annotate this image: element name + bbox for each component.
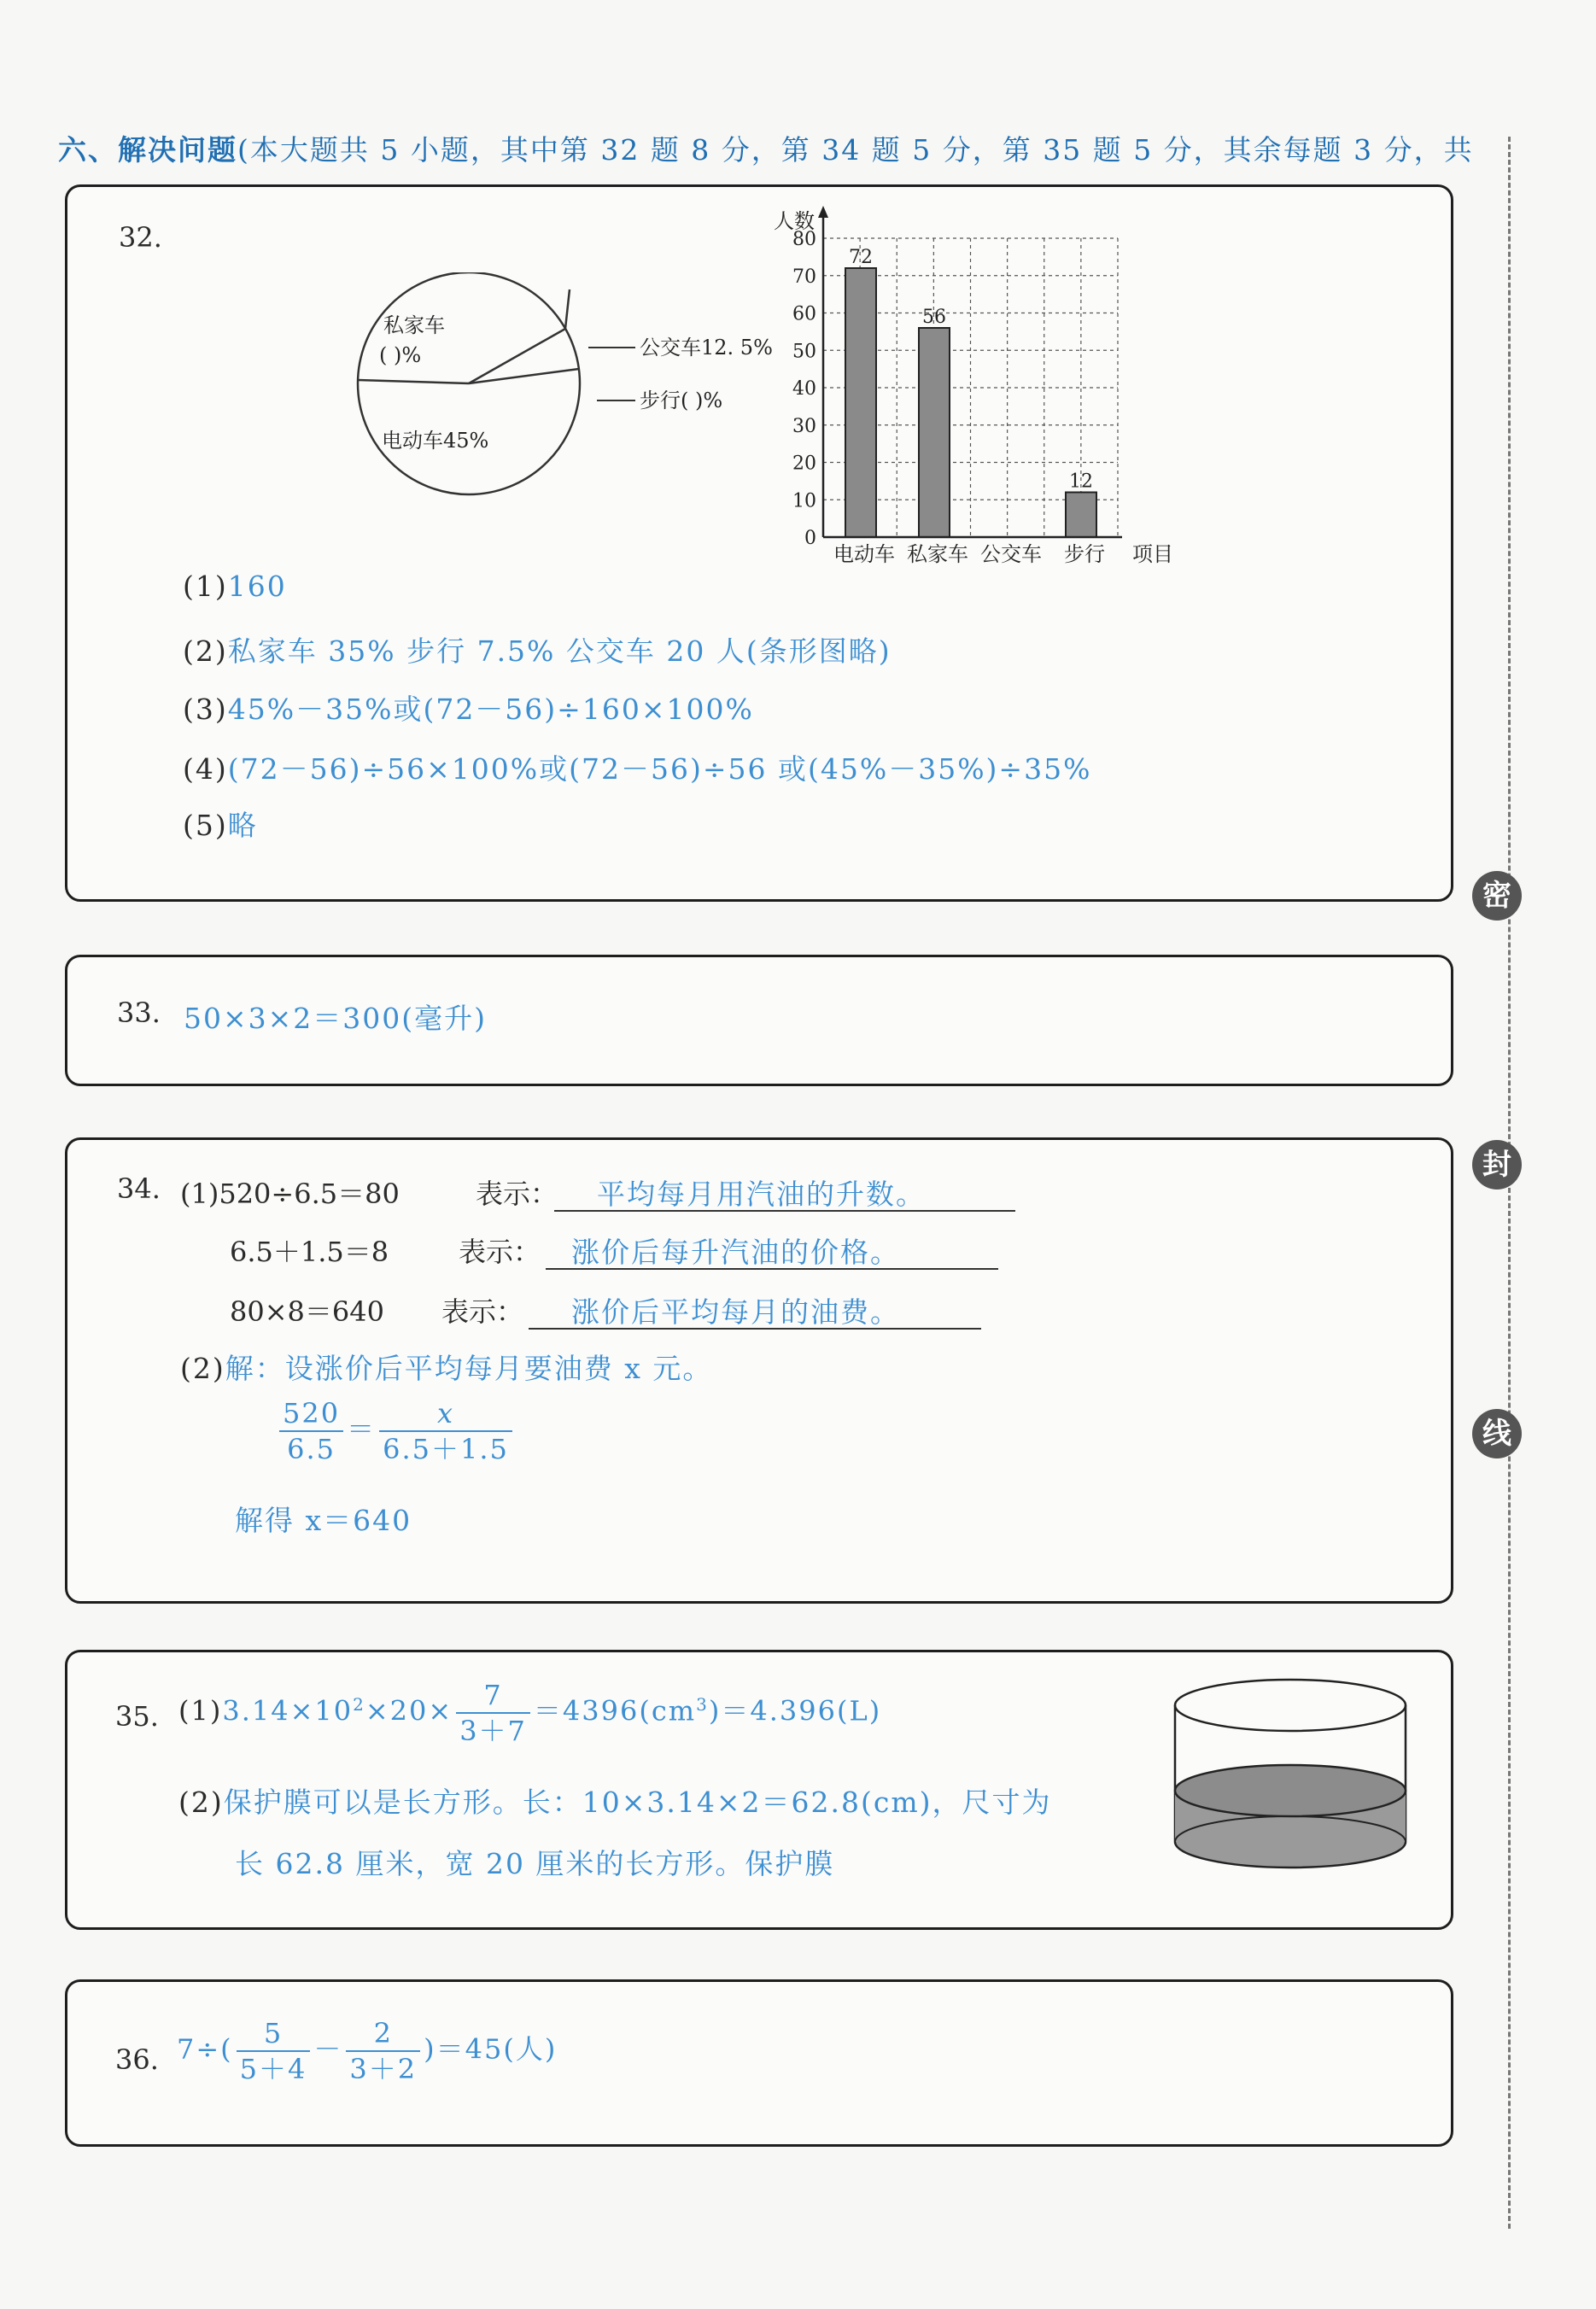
bar-data-label: 72 — [849, 247, 873, 268]
pie-label-bus: 公交车12. 5% — [640, 336, 773, 360]
answer-text: 私家车 35% 步行 7.5% 公交车 20 人(条形图略) — [227, 634, 892, 668]
expr-part: 3.14×10 — [222, 1694, 354, 1727]
numerator: 5 — [237, 2016, 311, 2052]
question-32-box — [65, 184, 1453, 902]
fraction — [279, 1396, 343, 1466]
answer-underline — [546, 1268, 998, 1270]
bar-chart — [746, 204, 1259, 571]
pie-label-ebike: 电动车45% — [382, 429, 489, 453]
fraction — [379, 1396, 512, 1466]
q36-answer — [177, 2016, 557, 2086]
q35-part2-line1 — [178, 1780, 1052, 1821]
denominator: 3＋2 — [349, 2053, 418, 2085]
section-header — [58, 128, 1484, 168]
fraction — [346, 2016, 420, 2086]
answer-label: (4) — [183, 752, 228, 786]
answer-label: (3) — [183, 693, 228, 726]
answer-text: 略 — [227, 809, 258, 842]
q34-label-2: 表示： — [459, 1236, 541, 1268]
answer-label: (1) — [178, 1694, 223, 1727]
answer-label: (2) — [178, 1786, 224, 1819]
y-tick-label: 30 — [792, 415, 816, 437]
numerator: x — [379, 1396, 512, 1432]
x-tick-label: 电动车 — [833, 542, 895, 566]
bar — [919, 328, 950, 537]
q34-expr-2: 6.5＋1.5＝8 — [230, 1236, 389, 1268]
x-tick-label: 步行 — [1064, 542, 1105, 566]
seal-mi: 密 — [1472, 871, 1522, 921]
numerator: 2 — [346, 2016, 420, 2052]
bar — [845, 268, 876, 537]
numerator: 7 — [456, 1678, 530, 1714]
answer-32-1 — [183, 570, 287, 603]
answer-32-3 — [183, 687, 754, 728]
question-34-box — [65, 1137, 1453, 1604]
q35-part1 — [178, 1678, 881, 1748]
y-tick-label: 50 — [792, 341, 816, 363]
q34-solution: 解得 x＝640 — [235, 1504, 412, 1537]
answer-33: 50×3×2＝300(毫升) — [184, 1002, 488, 1035]
answer-text: (72－56)÷56×100%或(72－56)÷56 或(45%－35%)÷35% — [227, 752, 1092, 786]
equals-sign: ＝ — [347, 1412, 377, 1446]
y-axis-label: 人数 — [774, 209, 815, 233]
minus-sign: － — [313, 2032, 343, 2066]
y-tick-label: 40 — [792, 378, 816, 400]
expr-part: )＝4.396(L) — [708, 1694, 882, 1727]
q34-expr-3: 80×8＝640 — [230, 1295, 384, 1328]
denominator: 6.5 — [287, 1433, 336, 1465]
y-tick-label: 20 — [792, 453, 816, 475]
q34-answer-3: 涨价后平均每月的油费。 — [571, 1295, 900, 1329]
answer-32-4 — [183, 747, 1091, 787]
y-tick-label: 70 — [792, 266, 816, 288]
fraction — [237, 2016, 311, 2086]
y-tick-label: 60 — [792, 303, 816, 325]
y-tick-label: 0 — [804, 528, 816, 549]
answer-32-2 — [183, 629, 892, 669]
numerator: 520 — [279, 1396, 343, 1432]
bar-data-label: 12 — [1069, 471, 1093, 493]
pie-label-walk: 步行( )% — [640, 389, 723, 412]
q34-label-3: 表示： — [441, 1295, 524, 1328]
answer-text: 160 — [227, 570, 287, 603]
exponent: 2 — [353, 1693, 365, 1715]
q35-part2-line2: 长 62.8 厘米，宽 20 厘米的长方形。保护膜 — [235, 1847, 835, 1880]
seal-xian: 线 — [1472, 1409, 1522, 1458]
answer-underline — [554, 1210, 1015, 1212]
answer-label: (5) — [183, 809, 228, 842]
exponent: 3 — [696, 1693, 709, 1715]
question-number: 35. — [115, 1700, 159, 1733]
x-tick-label: 私家车 — [907, 542, 968, 566]
answer-underline — [529, 1328, 981, 1330]
section-title: 六、解决问题 — [58, 133, 237, 167]
y-tick-label: 10 — [792, 490, 816, 512]
q34-part2 — [180, 1347, 712, 1387]
question-number: 33. — [117, 997, 161, 1029]
q34-label-1: 表示： — [476, 1178, 558, 1210]
y-tick-label: 80 — [792, 229, 816, 250]
denominator: 6.5＋1.5 — [383, 1433, 509, 1465]
question-number: 34. — [117, 1172, 161, 1205]
x-axis-label: 项目 — [1132, 542, 1173, 566]
pie-label-private-pct: ( )% — [379, 343, 422, 367]
expr-part: 7÷( — [177, 2032, 233, 2066]
pie-label-private: 私家车 — [383, 313, 445, 337]
q34-answer-2: 涨价后每升汽油的价格。 — [571, 1236, 900, 1269]
question-35-box — [65, 1650, 1453, 1930]
q34-answer-1: 平均每月用汽油的升数。 — [597, 1178, 926, 1211]
x-tick-label: 公交车 — [980, 542, 1042, 566]
cylinder-illustration — [1162, 1671, 1418, 1902]
fraction — [456, 1678, 530, 1748]
question-33-box — [65, 955, 1453, 1086]
bar — [1066, 493, 1096, 538]
q34-equation — [276, 1396, 516, 1466]
expr-part: ＝4396(cm — [533, 1694, 697, 1727]
answer-32-5 — [183, 804, 258, 844]
answer-label: (2) — [180, 1352, 225, 1385]
expr-part: ×20× — [365, 1694, 453, 1727]
answer-text: 保护膜可以是长方形。长：10×3.14×2＝62.8(cm)，尺寸为 — [223, 1786, 1052, 1819]
question-36-box — [65, 1979, 1453, 2147]
bar-data-label: 56 — [922, 307, 946, 328]
q34-expr-1: (1)520÷6.5＝80 — [180, 1178, 400, 1210]
denominator: 5＋4 — [239, 2053, 307, 2085]
y-axis-arrow — [818, 206, 828, 218]
answer-text: 45%－35%或(72－56)÷160×100% — [227, 693, 754, 726]
expr-part: )＝45(人) — [424, 2032, 558, 2066]
question-number: 36. — [115, 2043, 159, 2076]
section-instructions: (本大题共 5 小题，其中第 32 题 8 分，第 34 题 5 分，第 35 题 5 分，其余每题 3 分，共 — [237, 133, 1474, 167]
answer-label: (1) — [183, 570, 228, 603]
answer-label: (2) — [183, 634, 228, 668]
denominator: 3＋7 — [459, 1715, 527, 1747]
seal-feng: 封 — [1472, 1140, 1522, 1190]
answer-text: 解：设涨价后平均每月要油费 x 元。 — [225, 1352, 713, 1385]
question-number: 32. — [119, 221, 162, 254]
